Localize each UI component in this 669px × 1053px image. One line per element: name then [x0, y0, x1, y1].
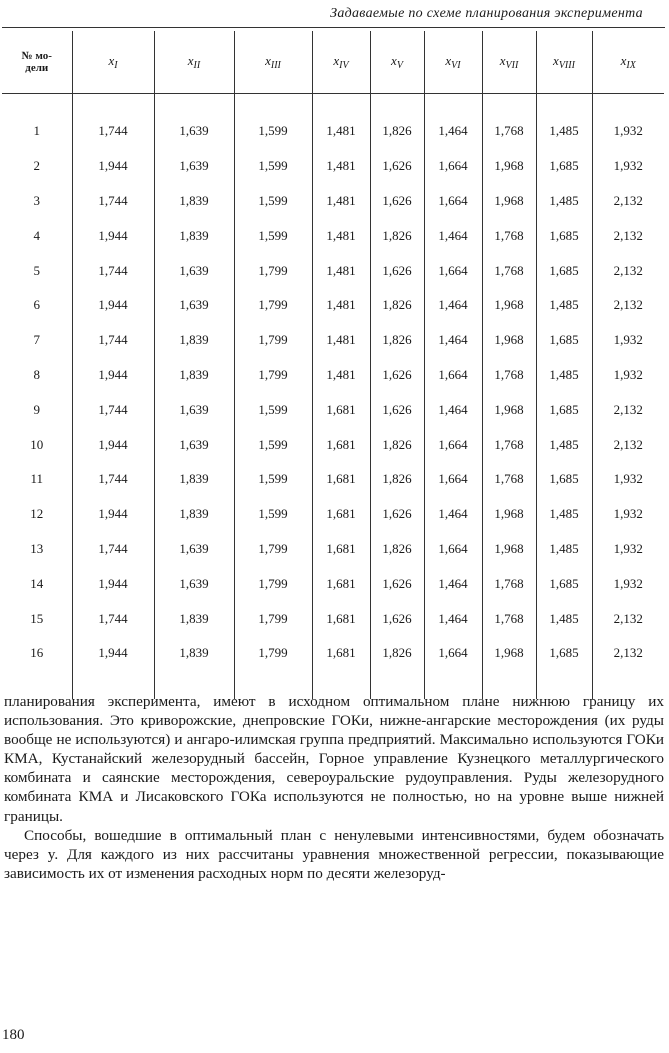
- table-cell: 1,799: [234, 253, 312, 288]
- column-header-x: $x_{VIII}$: [536, 31, 592, 94]
- table-cell: 1,681: [312, 566, 370, 601]
- table-cell: 1,826: [370, 636, 424, 671]
- model-number-cell: 16: [30, 645, 44, 661]
- table-cell: 1,685: [536, 218, 592, 253]
- table-cell: 1,932: [592, 566, 664, 601]
- table-cell: 1,932: [592, 114, 664, 149]
- table-cell: 1,768: [482, 566, 536, 601]
- model-number-cell: 4: [33, 227, 40, 243]
- table-cell: [536, 94, 592, 115]
- table-cell: 1,944: [72, 427, 154, 462]
- table-cell: 1,685: [536, 149, 592, 184]
- table-cell: 1,464: [424, 601, 482, 636]
- table-cell: 1,685: [536, 566, 592, 601]
- table-cell: 1,799: [234, 566, 312, 601]
- table-cell: 1,599: [234, 218, 312, 253]
- table-cell: 1,481: [312, 358, 370, 393]
- table-cell: 1,485: [536, 497, 592, 532]
- column-header-x: $x_V$: [370, 31, 424, 94]
- table-row: [2, 288, 664, 323]
- model-number-cell: 3: [33, 192, 40, 208]
- table-cell: 1,826: [370, 462, 424, 497]
- header-rule: [2, 27, 665, 28]
- table-row: [2, 392, 664, 427]
- table-cell: 1,932: [592, 462, 664, 497]
- table-cell: 1,768: [482, 601, 536, 636]
- header-row: [2, 31, 664, 94]
- table-cell: 1,639: [154, 288, 234, 323]
- table-cell: 1,685: [536, 253, 592, 288]
- table-cell: [592, 94, 664, 115]
- table-cell: 2,132: [592, 427, 664, 462]
- table-cell: 1,599: [234, 427, 312, 462]
- table-cell: [482, 94, 536, 115]
- table-row: [2, 532, 664, 567]
- table-cell: 1,599: [234, 149, 312, 184]
- spacer-row: [2, 94, 664, 115]
- table-row: [2, 253, 664, 288]
- table-cell: 1,481: [312, 323, 370, 358]
- table-cell: 1,664: [424, 427, 482, 462]
- table-cell: 1,464: [424, 218, 482, 253]
- table-cell: 1,626: [370, 149, 424, 184]
- running-header: Задаваемые по схеме планирования эксперимента: [330, 6, 643, 21]
- table-cell: 1,685: [536, 462, 592, 497]
- table-cell: 1,799: [234, 636, 312, 671]
- table-cell: 1,944: [72, 288, 154, 323]
- table-cell: 1,481: [312, 114, 370, 149]
- paragraph: планирования эксперимента, имеют в исходном оптимальном плане нижнюю границу их использования. Это криворожские, днепровские ГОКи, нижне-ангарские месторождения (их руды вообще не используются) и ангаро-илимская группа предприятий. Максимально используются ГОКи КМА, Кустанайский железорудный бассейн, Горное управление Кузнецкого металлургического комбината и саянские месторождения, североуральские рудоуправления. Руды железорудного комбината КМА и Лисаковского ГОКа используются не полностью, но на уровне выше нижней границы.: [4, 693, 664, 825]
- body-text: [4, 692, 664, 883]
- table-cell: 1,599: [234, 184, 312, 219]
- table-row: [2, 427, 664, 462]
- table-cell: 1,944: [72, 636, 154, 671]
- table-cell: 1,768: [482, 462, 536, 497]
- table-row: [2, 149, 664, 184]
- table-cell: 1,932: [592, 149, 664, 184]
- table-cell: 2,132: [592, 636, 664, 671]
- table-row: [2, 323, 664, 358]
- model-number-cell: 11: [30, 471, 44, 487]
- table-cell: 1,826: [370, 288, 424, 323]
- table-cell: 1,626: [370, 392, 424, 427]
- table-cell: 1,639: [154, 427, 234, 462]
- table-cell: 1,681: [312, 532, 370, 567]
- table-cell: 2,132: [592, 288, 664, 323]
- table-cell: 1,932: [592, 358, 664, 393]
- table-cell: 1,485: [536, 532, 592, 567]
- paragraph: Способы, вошедшие в оптимальный план с ненулевыми интенсивностями, будем обозначать через y. Для каждого из них рассчитаны уравнения множественной регрессии, показывающие зависимость их от изменения расходных норм по десяти железоруд-: [4, 826, 664, 882]
- table-row: [2, 566, 664, 601]
- table-cell: 1,944: [72, 497, 154, 532]
- table-cell: 1,826: [370, 532, 424, 567]
- table-cell: 1,626: [370, 184, 424, 219]
- table-cell: 1,839: [154, 462, 234, 497]
- table-cell: 1,639: [154, 149, 234, 184]
- table-cell: 1,944: [72, 218, 154, 253]
- model-number-cell: 5: [33, 262, 40, 278]
- table-cell: 1,744: [72, 253, 154, 288]
- table-cell: 1,968: [482, 636, 536, 671]
- table-cell: 1,744: [72, 114, 154, 149]
- table-cell: 1,744: [72, 532, 154, 567]
- table-cell: 1,485: [536, 358, 592, 393]
- table-cell: 1,639: [154, 566, 234, 601]
- table-cell: 1,485: [536, 427, 592, 462]
- table-cell: 1,681: [312, 427, 370, 462]
- table-cell: 1,485: [536, 288, 592, 323]
- table-cell: 2,132: [592, 253, 664, 288]
- table-cell: [234, 94, 312, 115]
- table-cell: 1,599: [234, 114, 312, 149]
- table-cell: 1,839: [154, 497, 234, 532]
- table-cell: 1,481: [312, 218, 370, 253]
- table-cell: [370, 94, 424, 115]
- table-cell: 1,626: [370, 358, 424, 393]
- table-cell: 1,744: [72, 323, 154, 358]
- table-cell: 1,681: [312, 636, 370, 671]
- table-cell: 1,799: [234, 323, 312, 358]
- table-cell: 1,744: [72, 184, 154, 219]
- table-cell: 1,826: [370, 323, 424, 358]
- table-cell: 1,768: [482, 218, 536, 253]
- table-cell: 1,681: [312, 392, 370, 427]
- table-cell: 1,744: [72, 392, 154, 427]
- table-cell: 1,639: [154, 253, 234, 288]
- column-header-x: $x_{VI}$: [424, 31, 482, 94]
- table-cell: [154, 94, 234, 115]
- table-cell: 1,968: [482, 497, 536, 532]
- table-cell: 1,944: [72, 566, 154, 601]
- table-cell: 1,485: [536, 114, 592, 149]
- table-cell: 1,464: [424, 114, 482, 149]
- table-cell: 1,932: [592, 497, 664, 532]
- table-row: [2, 462, 664, 497]
- table-cell: 1,768: [482, 114, 536, 149]
- table-cell: [2, 94, 72, 115]
- table-cell: 1,799: [234, 532, 312, 567]
- table-cell: 1,481: [312, 184, 370, 219]
- model-number-cell: 13: [30, 540, 44, 556]
- table-row: [2, 184, 664, 219]
- model-number-cell: 1: [33, 123, 40, 139]
- table-row: [2, 358, 664, 393]
- table-cell: [312, 94, 370, 115]
- table-cell: 1,664: [424, 532, 482, 567]
- model-number-cell: 6: [33, 297, 40, 313]
- table-cell: 1,839: [154, 601, 234, 636]
- column-header-x: $x_{VII}$: [482, 31, 536, 94]
- table-cell: 1,685: [536, 636, 592, 671]
- table-cell: 1,968: [482, 149, 536, 184]
- table-row: [2, 636, 664, 671]
- table-cell: 1,664: [424, 636, 482, 671]
- table-cell: 1,839: [154, 636, 234, 671]
- table-cell: 1,968: [482, 288, 536, 323]
- table-cell: 1,626: [370, 497, 424, 532]
- table-cell: 1,664: [424, 253, 482, 288]
- table-cell: 1,968: [482, 323, 536, 358]
- table-cell: 1,681: [312, 497, 370, 532]
- table-cell: 1,626: [370, 566, 424, 601]
- table-cell: 1,481: [312, 288, 370, 323]
- table-cell: 1,485: [536, 601, 592, 636]
- table-cell: [72, 94, 154, 115]
- table-cell: 1,932: [592, 323, 664, 358]
- table-row: [2, 114, 664, 149]
- table-cell: 1,464: [424, 566, 482, 601]
- table-cell: 1,664: [424, 358, 482, 393]
- table-cell: 1,744: [72, 462, 154, 497]
- page-number: 180: [2, 1027, 25, 1043]
- table-cell: 1,639: [154, 114, 234, 149]
- table-cell: 1,464: [424, 323, 482, 358]
- table-cell: 1,968: [482, 532, 536, 567]
- table-cell: 1,464: [424, 288, 482, 323]
- table-cell: 1,464: [424, 392, 482, 427]
- table-cell: 1,826: [370, 114, 424, 149]
- table-cell: 1,639: [154, 392, 234, 427]
- table-cell: 1,826: [370, 218, 424, 253]
- table-cell: 1,968: [482, 184, 536, 219]
- table-cell: 1,481: [312, 253, 370, 288]
- table-body: [2, 94, 664, 699]
- table-cell: 1,768: [482, 358, 536, 393]
- table-row: [2, 218, 664, 253]
- table-cell: 1,481: [312, 149, 370, 184]
- table-cell: 1,839: [154, 218, 234, 253]
- model-number-cell: 8: [33, 366, 40, 382]
- table-cell: 1,839: [154, 184, 234, 219]
- table-cell: 1,464: [424, 497, 482, 532]
- model-number-cell: 15: [30, 610, 44, 626]
- table-cell: 1,639: [154, 532, 234, 567]
- model-number-cell: 9: [33, 401, 40, 417]
- table-cell: 1,839: [154, 358, 234, 393]
- table-cell: 1,968: [482, 392, 536, 427]
- column-header-x: $x_{II}$: [154, 31, 234, 94]
- table-cell: 1,599: [234, 392, 312, 427]
- table-cell: 1,826: [370, 427, 424, 462]
- column-header-model: № мо- дели: [2, 31, 72, 94]
- table-cell: 1,599: [234, 497, 312, 532]
- table-cell: 1,932: [592, 532, 664, 567]
- column-header-x: $x_{IX}$: [592, 31, 664, 94]
- table-cell: 1,768: [482, 253, 536, 288]
- table-row: [2, 497, 664, 532]
- table-cell: 1,685: [536, 323, 592, 358]
- design-matrix-table: [2, 31, 664, 699]
- table-cell: [424, 94, 482, 115]
- table-cell: 1,626: [370, 253, 424, 288]
- table-cell: 1,944: [72, 149, 154, 184]
- table-cell: 2,132: [592, 392, 664, 427]
- table-cell: 1,681: [312, 601, 370, 636]
- table-cell: 1,685: [536, 392, 592, 427]
- table-cell: 2,132: [592, 601, 664, 636]
- table-row: [2, 601, 664, 636]
- table-cell: 1,839: [154, 323, 234, 358]
- model-number-cell: 12: [30, 506, 44, 522]
- column-header-x: $x_{IV}$: [312, 31, 370, 94]
- table-cell: 1,944: [72, 358, 154, 393]
- table-cell: 1,664: [424, 184, 482, 219]
- table-cell: 2,132: [592, 184, 664, 219]
- table-cell: 1,664: [424, 462, 482, 497]
- model-number-cell: 10: [30, 436, 44, 452]
- column-header-x: $x_{III}$: [234, 31, 312, 94]
- model-number-cell: 14: [30, 575, 44, 591]
- table-cell: 1,768: [482, 427, 536, 462]
- table-cell: 1,799: [234, 288, 312, 323]
- table-cell: 1,599: [234, 462, 312, 497]
- table-cell: 1,626: [370, 601, 424, 636]
- table-cell: 1,744: [72, 601, 154, 636]
- table-cell: 1,485: [536, 184, 592, 219]
- model-number-cell: 7: [33, 332, 40, 348]
- table-cell: 1,681: [312, 462, 370, 497]
- table-cell: 1,799: [234, 358, 312, 393]
- table-cell: 2,132: [592, 218, 664, 253]
- model-number-cell: 2: [33, 158, 40, 174]
- table-cell: 1,799: [234, 601, 312, 636]
- column-header-x: $x_I$: [72, 31, 154, 94]
- table-cell: 1,664: [424, 149, 482, 184]
